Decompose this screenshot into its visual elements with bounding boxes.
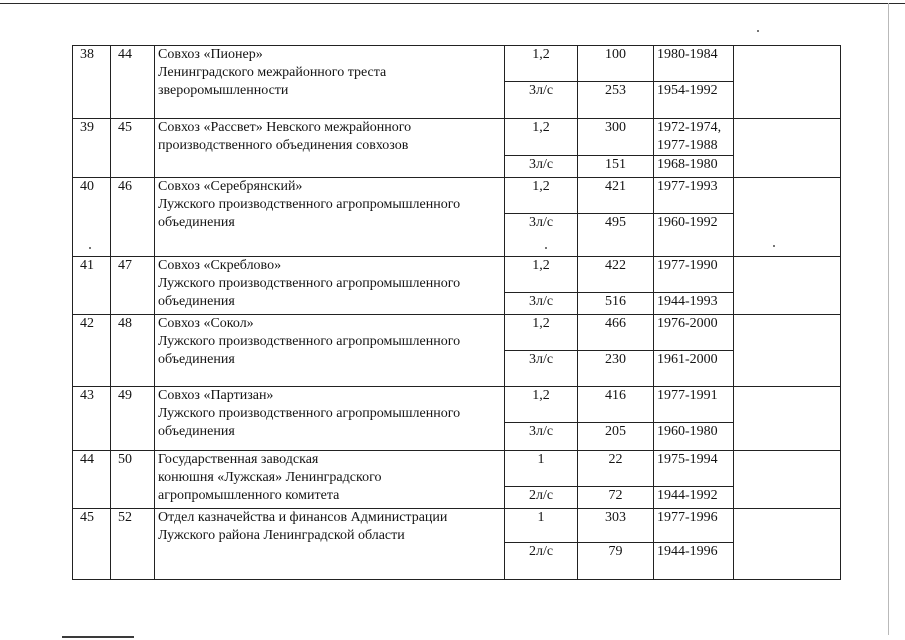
fund-number: 44: [111, 46, 155, 119]
fund-name-line: объединения: [158, 424, 235, 439]
inventory-number: 1,2: [505, 257, 578, 293]
date-range: [654, 214, 734, 257]
notes-cell: [734, 119, 841, 178]
fund-name: [155, 178, 505, 257]
inventory-number: 1: [505, 451, 578, 487]
fund-name-line: Совхоз «Сокол»: [158, 316, 254, 331]
fund-name-line: Лужского производственного агропромышленного: [158, 276, 461, 291]
storage-units: 205: [578, 423, 654, 451]
date-range-line: 1944-1993: [657, 294, 718, 309]
notes-cell: [734, 509, 841, 580]
storage-units: 303: [578, 509, 654, 543]
date-range-line: 1977-1991: [657, 388, 718, 403]
date-range-line: 1944-1996: [657, 544, 718, 559]
storage-units: 416: [578, 387, 654, 423]
row-number: 45: [73, 509, 111, 580]
fund-name-line: производственного объединения совхозов: [158, 138, 409, 153]
date-range: [654, 315, 734, 351]
inventory-number: 3л/с: [505, 351, 578, 387]
fund-number: 49: [111, 387, 155, 451]
date-range: [654, 487, 734, 509]
notes-cell: [734, 257, 841, 315]
inventory-number: 1,2: [505, 178, 578, 214]
date-range-line: 1977-1988: [657, 138, 718, 153]
date-range-line: 1976-2000: [657, 316, 718, 331]
date-range: [654, 509, 734, 543]
notes-cell: [734, 387, 841, 451]
fund-name-line: Совхоз «Рассвет» Невского межрайонного: [158, 120, 412, 135]
fund-name: [155, 46, 505, 119]
fund-name-line: объединения: [158, 352, 235, 367]
fund-name: [155, 509, 505, 580]
table-row: [73, 509, 841, 543]
date-range: [654, 351, 734, 387]
fund-number: 46: [111, 178, 155, 257]
row-number: 40: [73, 178, 111, 257]
inventory-number: 1,2: [505, 46, 578, 82]
date-range: [654, 178, 734, 214]
fund-name-line: Ленинградского межрайонного треста: [158, 65, 387, 80]
inventory-number: 1,2: [505, 387, 578, 423]
table-row: [73, 451, 841, 487]
date-range: [654, 451, 734, 487]
notes-cell: [734, 178, 841, 257]
fund-number: 50: [111, 451, 155, 509]
date-range-line: 1944-1992: [657, 488, 718, 503]
fund-number: 45: [111, 119, 155, 178]
inventory-number: 2л/с: [505, 487, 578, 509]
storage-units: 495: [578, 214, 654, 257]
date-range: [654, 257, 734, 293]
storage-units: 230: [578, 351, 654, 387]
fund-name: [155, 451, 505, 509]
date-range-line: 1977-1990: [657, 258, 718, 273]
storage-units: 422: [578, 257, 654, 293]
table-row: [73, 315, 841, 351]
inventory-number: 1,2: [505, 315, 578, 351]
row-number: 38: [73, 46, 111, 119]
table-row: [73, 387, 841, 423]
table-row: [73, 119, 841, 156]
scan-right-edge: [888, 3, 889, 635]
inventory-number: 3л/с: [505, 156, 578, 178]
fund-name-line: звероромышленности: [158, 83, 289, 98]
fund-name-line: Совхоз «Скреблово»: [158, 258, 282, 273]
table-row: [73, 46, 841, 82]
fund-name: [155, 119, 505, 178]
fund-number: 52: [111, 509, 155, 580]
scan-top-edge: [0, 3, 905, 4]
fund-name: [155, 387, 505, 451]
fund-name-line: объединения: [158, 215, 235, 230]
date-range-line: 1960-1980: [657, 424, 718, 439]
storage-units: 79: [578, 543, 654, 580]
table-row: [73, 257, 841, 293]
fund-name-line: объединения: [158, 294, 235, 309]
storage-units: 466: [578, 315, 654, 351]
date-range: [654, 543, 734, 580]
table-row: [73, 178, 841, 214]
scan-bottom-mark: [62, 636, 134, 638]
fund-name-line: Лужского района Ленинградской области: [158, 528, 405, 543]
fund-name-line: Лужского производственного агропромышленного: [158, 197, 461, 212]
date-range-line: 1954-1992: [657, 83, 718, 98]
inventory-number: 3л/с: [505, 293, 578, 315]
date-range: [654, 293, 734, 315]
fund-name-line: агропромышленного комитета: [158, 488, 340, 503]
date-range: [654, 387, 734, 423]
storage-units: 72: [578, 487, 654, 509]
date-range-line: 1980-1984: [657, 47, 718, 62]
scan-speck: [757, 30, 759, 32]
fund-name-line: Лужского производственного агропромышленного: [158, 334, 461, 349]
fund-name-line: Государственная заводская: [158, 452, 319, 467]
date-range-line: 1977-1993: [657, 179, 718, 194]
inventory-number: 1,2: [505, 119, 578, 156]
date-range-line: 1961-2000: [657, 352, 718, 367]
row-number: 39: [73, 119, 111, 178]
fund-name-line: Отдел казначейства и финансов Администрации: [158, 510, 448, 525]
inventory-number: 3л/с: [505, 82, 578, 119]
inventory-number: 1: [505, 509, 578, 543]
notes-cell: [734, 451, 841, 509]
inventory-number: 3л/с: [505, 214, 578, 257]
date-range-line: 1968-1980: [657, 157, 718, 172]
date-range: [654, 82, 734, 119]
date-range-line: 1975-1994: [657, 452, 718, 467]
fund-name-line: Совхоз «Пионер»: [158, 47, 263, 62]
storage-units: 300: [578, 119, 654, 156]
date-range: [654, 423, 734, 451]
storage-units: 151: [578, 156, 654, 178]
row-number: 42: [73, 315, 111, 387]
storage-units: 516: [578, 293, 654, 315]
fund-name: [155, 315, 505, 387]
date-range: [654, 156, 734, 178]
storage-units: 421: [578, 178, 654, 214]
storage-units: 253: [578, 82, 654, 119]
date-range: [654, 119, 734, 156]
fund-number: 48: [111, 315, 155, 387]
date-range-line: 1977-1996: [657, 510, 718, 525]
fund-name-line: конюшня «Лужская» Ленинградского: [158, 470, 382, 485]
fund-number: 47: [111, 257, 155, 315]
notes-cell: [734, 315, 841, 387]
date-range-line: 1960-1992: [657, 215, 718, 230]
archive-funds-table: [72, 45, 841, 580]
fund-name: [155, 257, 505, 315]
fund-name-line: Совхоз «Партизан»: [158, 388, 274, 403]
storage-units: 100: [578, 46, 654, 82]
row-number: 43: [73, 387, 111, 451]
date-range: [654, 46, 734, 82]
row-number: 44: [73, 451, 111, 509]
storage-units: 22: [578, 451, 654, 487]
inventory-number: 2л/с: [505, 543, 578, 580]
fund-name-line: Лужского производственного агропромышленного: [158, 406, 461, 421]
inventory-number: 3л/с: [505, 423, 578, 451]
date-range-line: 1972-1974,: [657, 120, 722, 135]
notes-cell: [734, 46, 841, 119]
fund-name-line: Совхоз «Серебрянский»: [158, 179, 303, 194]
row-number: 41: [73, 257, 111, 315]
